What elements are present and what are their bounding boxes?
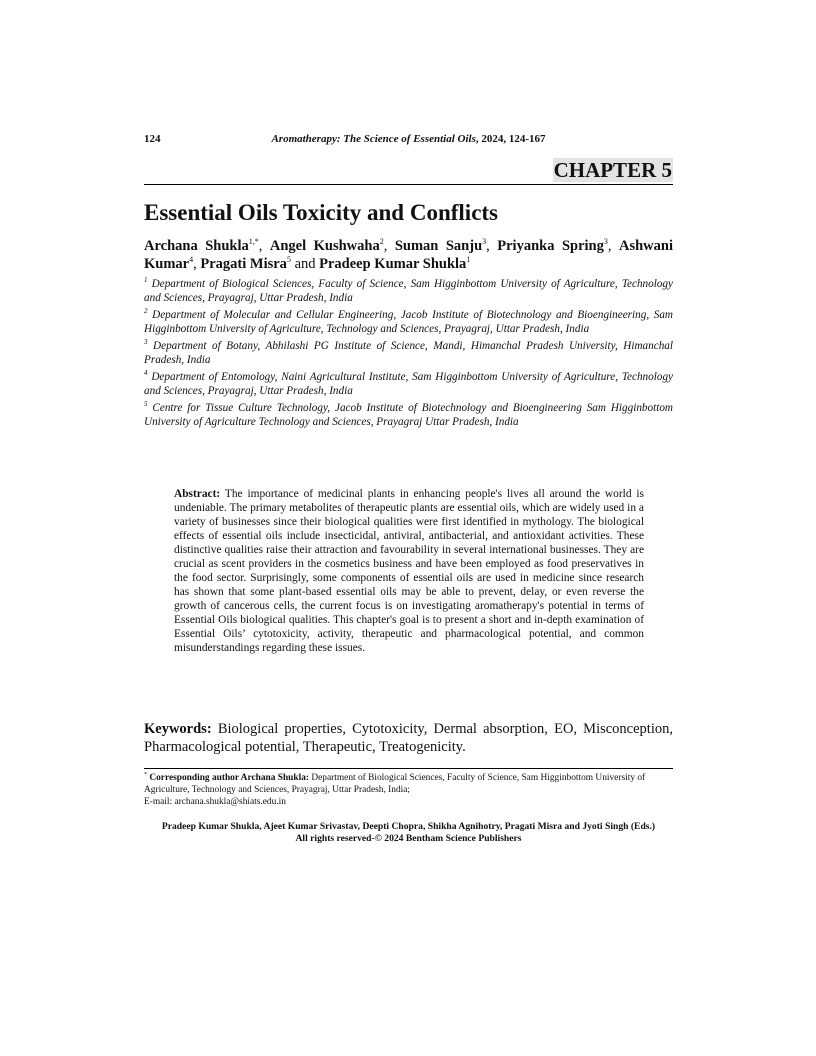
author-list: [144, 237, 673, 273]
abstract-label: Abstract:: [174, 488, 221, 500]
author-affil-ref: 2: [379, 237, 384, 246]
author-name: Angel Kushwaha: [269, 238, 380, 254]
footnote-divider: [144, 768, 673, 769]
abstract: [174, 487, 644, 655]
author-name: Priyanka Spring: [497, 238, 604, 254]
affiliation: [144, 401, 673, 429]
author-affil-ref: 4: [189, 255, 194, 264]
footnote-text: Department of Biological Sciences, Faculty of Science, Sam Higginbottom University of Agriculture, Technology and Sciences, Prayagraj, Uttar Pradesh, India;: [144, 773, 646, 795]
footnote-email: E-mail: archana.shukla@shiats.edu.in: [144, 797, 286, 807]
author-sep: and: [290, 256, 320, 272]
author-sep: ,: [486, 238, 498, 254]
author-affil-ref: 3: [482, 237, 487, 246]
keywords-text: Biological properties, Cytotoxicity, Dermal absorption, EO, Misconception, Pharmacological potential, Therapeutic, Treatogenicity.: [144, 721, 673, 755]
affiliation: [144, 308, 673, 336]
author-affil-ref: 1: [466, 255, 471, 264]
author-affil-ref: 3: [603, 237, 608, 246]
affiliation-number: 1: [144, 276, 148, 284]
journal-volume-pages: , 2024, 124-167: [475, 133, 546, 145]
chapter-title: Essential Oils Toxicity and Conflicts: [144, 200, 499, 225]
author-affil-ref: 1,*: [248, 237, 259, 246]
journal-citation: [144, 133, 673, 145]
affiliation-number: 5: [144, 400, 148, 408]
affiliation-number: 3: [144, 338, 148, 346]
author-name: Suman Sanju: [394, 238, 483, 254]
author-sep: ,: [193, 256, 201, 272]
affiliation-number: 2: [144, 307, 148, 315]
abstract-text: The importance of medicinal plants in enhancing people's lives all around the world is undeniable. The primary metabolites of therapeutic plants are essential oils, which are widely used in a variety of businesses since their biological qualities were first identified in mythology. The biological effects of essential oils include insecticidal, antiviral, antibacterial, and antioxidant activities. These distinctive qualities raise their attraction and favourability in several international businesses. They are crucial as scent providers in the cosmetics business and have been employed as food preservatives in the food sector. Surprisingly, some components of essential oils are used in medicine since research has shown that some plant-based essential oils may be able to prevent, delay, or even reverse the growth of cancerous cells, the current focus is on investigating aromatherapy's potential in terms of Essential Oils biological qualities. This chapter's goal is to present a short and in-depth examination of Essential Oils’ cytotoxicity, activity, therapeutic and pharmacological potential, and common misunderstandings regarding these issues.: [174, 488, 644, 654]
affiliation-list: [144, 277, 673, 432]
chapter-header: [144, 158, 673, 185]
author-sep: ,: [258, 238, 270, 254]
author-name: Pragati Misra: [200, 256, 287, 272]
author-name: Pradeep Kumar Shukla: [319, 256, 467, 272]
affiliation-text: Department of Molecular and Cellular Engineering, Jacob Institute of Biotechnology and Bioengineering, Sam Higginbottom University of Agriculture, Technology and Sciences, Prayagraj, Uttar Pradesh, India: [144, 309, 674, 335]
author-sep: ,: [383, 238, 395, 254]
editors-names: Pradeep Kumar Shukla, Ajeet Kumar Srivastav, Deepti Chopra, Shikha Agnihotry, Pragati Misra and Jyoti Singh (Eds.): [161, 821, 656, 832]
corresponding-author-footnote: [144, 772, 673, 808]
keywords: [144, 720, 673, 756]
affiliation: [144, 339, 673, 367]
affiliation-text: Department of Botany, Abhilashi PG Institute of Science, Mandi, Himanchal Pradesh University, Himanchal Pradesh, India: [144, 340, 674, 366]
page-number: 124: [144, 133, 161, 145]
author-sep: ,: [607, 238, 619, 254]
affiliation: [144, 277, 673, 305]
affiliation-text: Department of Entomology, Naini Agricultural Institute, Sam Higginbottom University of Agriculture, Technology and Sciences, Prayagraj, Uttar Pradesh, India: [144, 371, 674, 397]
editors-credit: [144, 821, 673, 845]
affiliation-text: Centre for Tissue Culture Technology, Jacob Institute of Biotechnology and Bioengineering Sam Higginbottom University of Agriculture Technology and Sciences, Prayagraj Uttar Pradesh, India: [144, 402, 674, 428]
copyright-line: All rights reserved-© 2024 Bentham Science Publishers: [295, 833, 522, 844]
affiliation-text: Department of Biological Sciences, Faculty of Science, Sam Higginbottom University of Agriculture, Technology and Sciences, Prayagraj, Uttar Pradesh, India: [144, 278, 673, 304]
affiliation-number: 4: [144, 369, 148, 377]
footnote-marker: *: [144, 772, 147, 778]
author-name: Archana Shukla: [144, 238, 249, 254]
journal-title: Aromatherapy: The Science of Essential Oils: [271, 133, 476, 145]
running-header: [144, 133, 673, 149]
author-name: Ashwani Kumar: [144, 238, 673, 272]
affiliation: [144, 370, 673, 398]
chapter-label: CHAPTER 5: [553, 158, 672, 182]
keywords-label: Keywords:: [144, 721, 212, 737]
footnote-label: Corresponding author Archana Shukla:: [149, 773, 310, 783]
author-affil-ref: 5: [286, 255, 291, 264]
